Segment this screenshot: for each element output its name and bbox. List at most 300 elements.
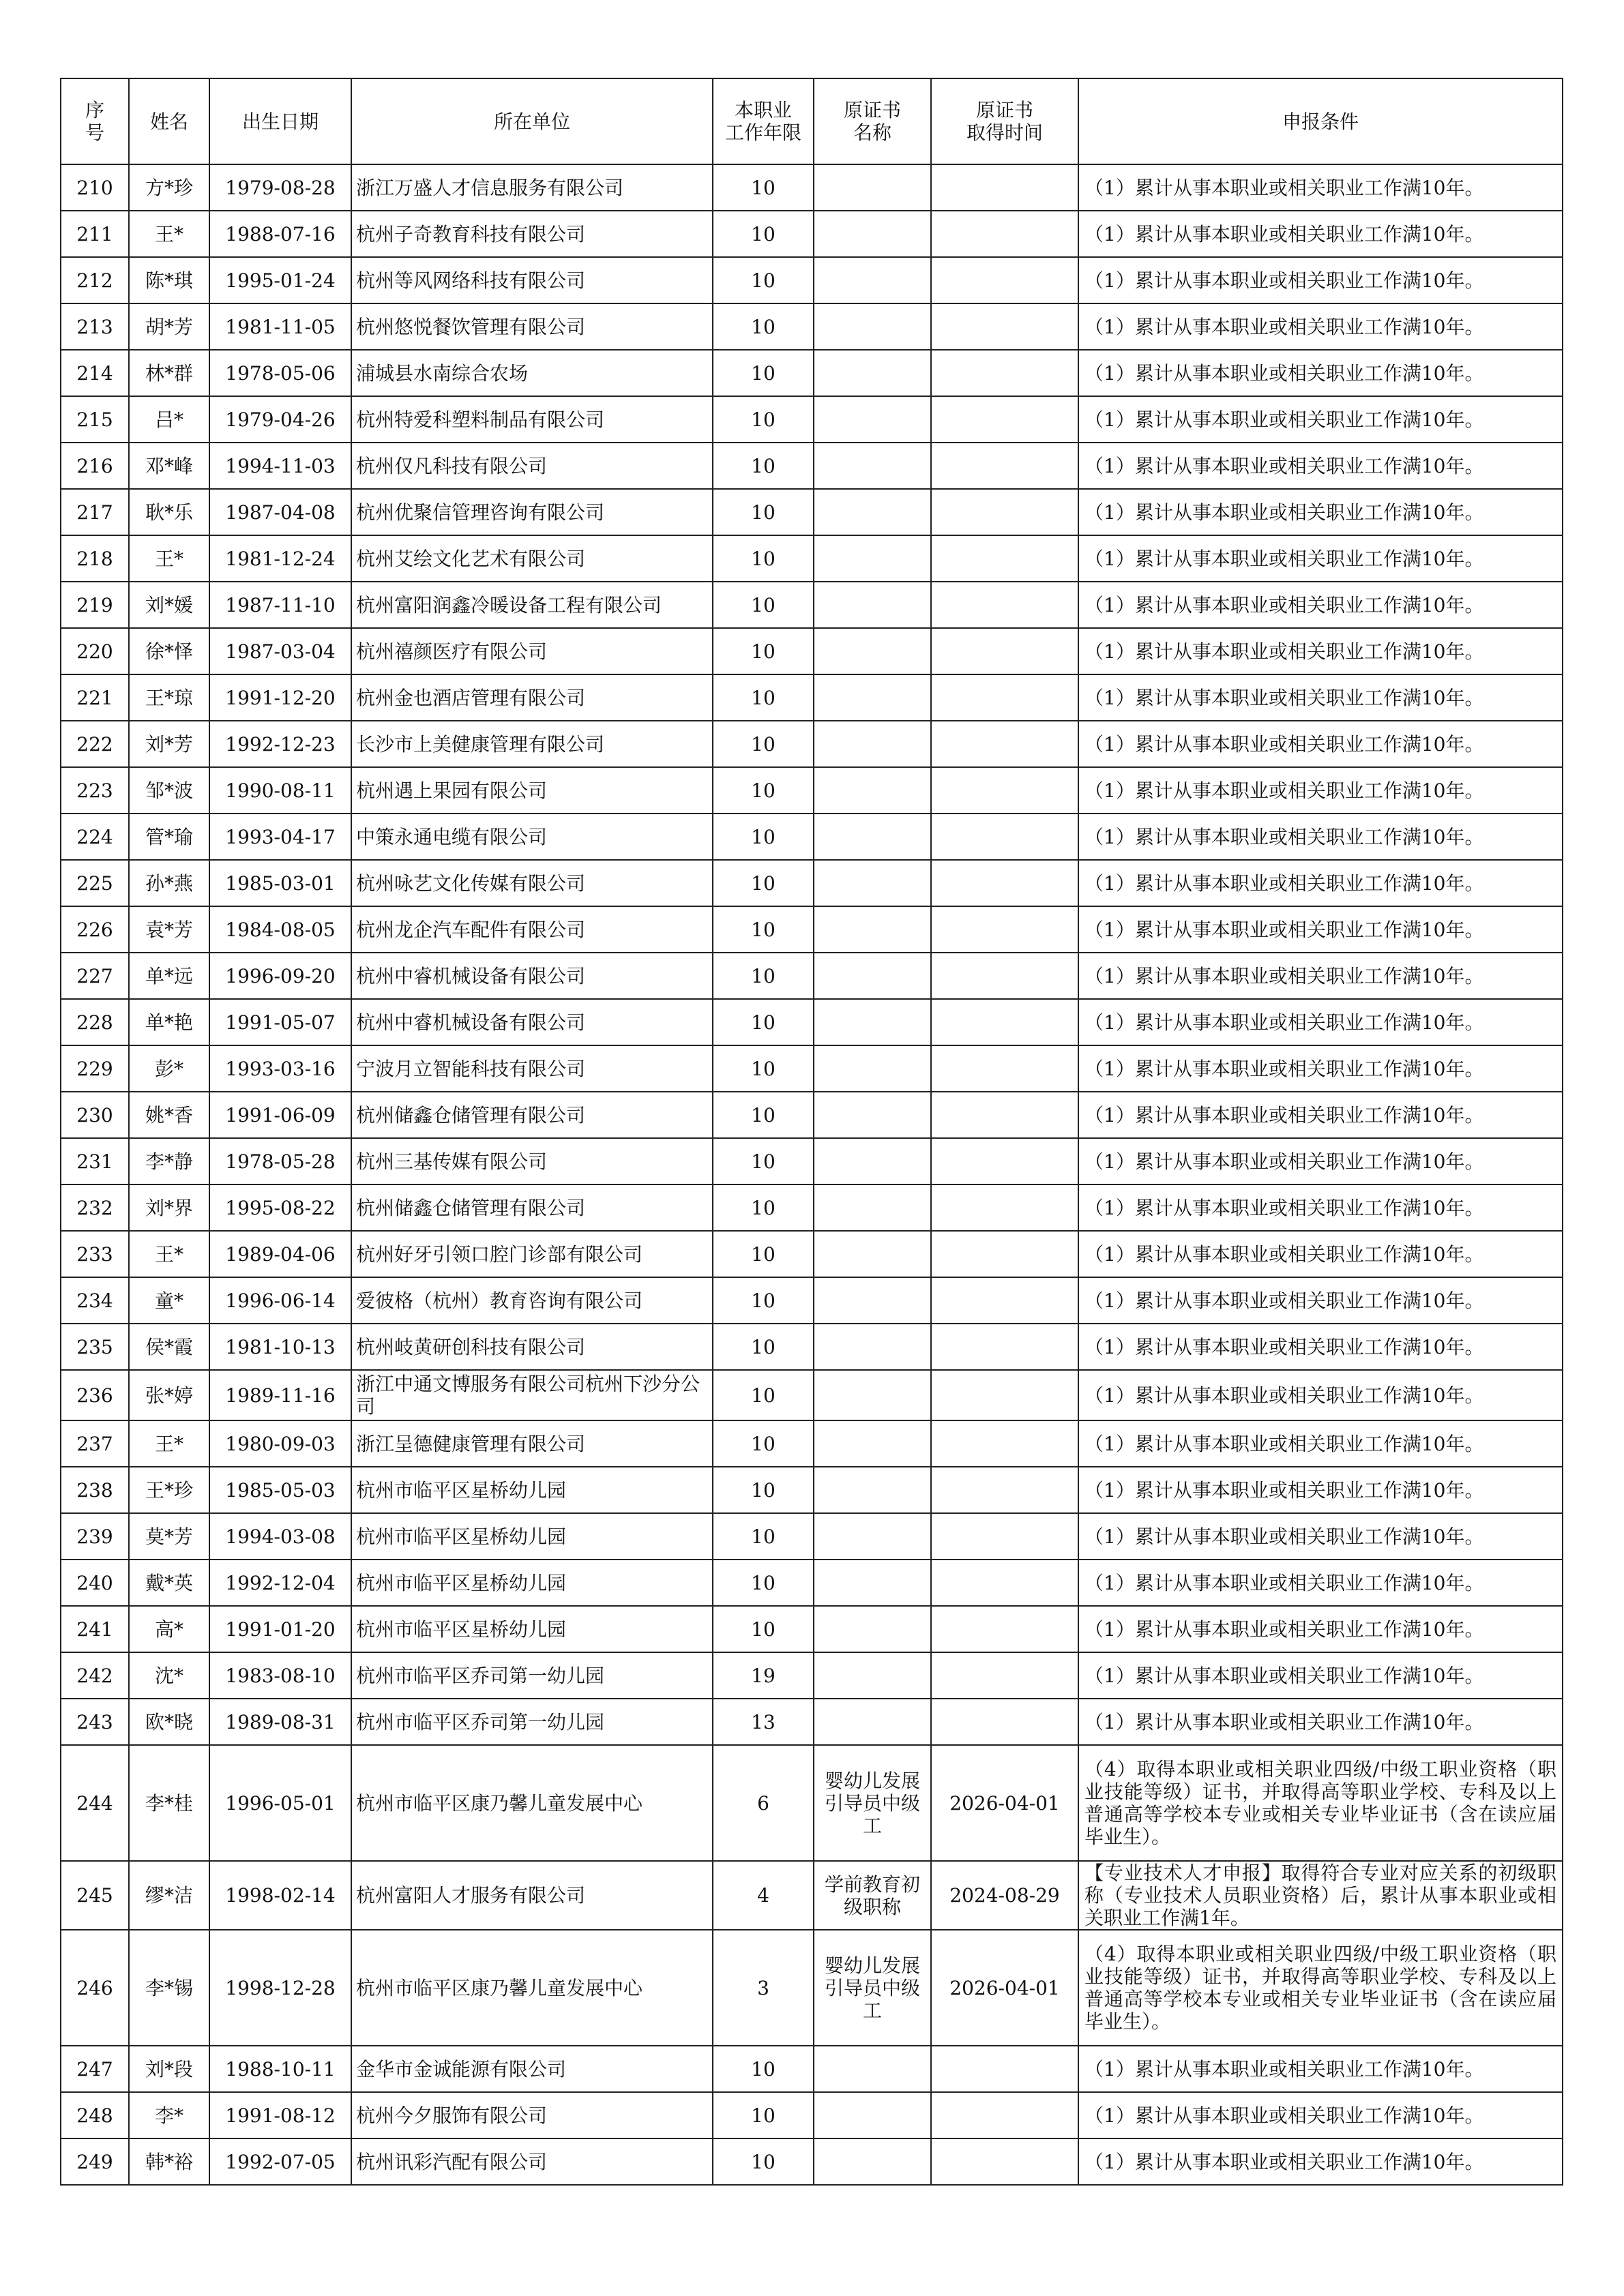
cell-cert-date: [931, 1184, 1078, 1231]
cell-cert-date: [931, 721, 1078, 767]
cell-cert-date: [931, 860, 1078, 906]
cell-cert-date: [931, 443, 1078, 489]
cell-unit: 浦城县水南综合农场: [351, 350, 713, 396]
cell-work-years: 10: [713, 1045, 814, 1092]
cell-name: 王*珍: [129, 1467, 209, 1513]
cell-cert-date: [931, 1138, 1078, 1184]
cell-birth-date: 1995-08-22: [209, 1184, 351, 1231]
cell-birth-date: 1996-06-14: [209, 1277, 351, 1324]
cell-work-years: 10: [713, 1606, 814, 1652]
cell-cert-name: [814, 1231, 931, 1277]
cell-cert-name: 婴幼儿发展引导员中级工: [814, 1930, 931, 2046]
cell-work-years: 10: [713, 1184, 814, 1231]
cell-birth-date: 1987-11-10: [209, 582, 351, 628]
cell-name: 王*: [129, 1420, 209, 1467]
cell-birth-date: 1993-03-16: [209, 1045, 351, 1092]
cell-birth-date: 1987-04-08: [209, 489, 351, 535]
cell-cert-name: [814, 211, 931, 257]
cell-name: 戴*英: [129, 1560, 209, 1606]
cell-name: 刘*媛: [129, 582, 209, 628]
cell-cert-name: [814, 396, 931, 443]
cell-index: 244: [61, 1745, 129, 1861]
cell-name: 陈*琪: [129, 257, 209, 303]
cell-birth-date: 1989-04-06: [209, 1231, 351, 1277]
table-row: [61, 1184, 1563, 1231]
cell-name: 李*静: [129, 1138, 209, 1184]
cell-unit: 金华市金诚能源有限公司: [351, 2046, 713, 2092]
cell-work-years: 10: [713, 1231, 814, 1277]
cell-cert-date: [931, 164, 1078, 211]
table-body: [61, 164, 1563, 2185]
cell-name: 单*远: [129, 953, 209, 999]
cell-birth-date: 1996-09-20: [209, 953, 351, 999]
table-row: [61, 1420, 1563, 1467]
cell-condition: （1）累计从事本职业或相关职业工作满10年。: [1078, 1138, 1563, 1184]
cell-work-years: 10: [713, 1560, 814, 1606]
cell-cert-date: [931, 257, 1078, 303]
cell-unit: 浙江万盛人才信息服务有限公司: [351, 164, 713, 211]
cell-work-years: 10: [713, 1370, 814, 1420]
cell-unit: 杭州中睿机械设备有限公司: [351, 953, 713, 999]
cell-index: 215: [61, 396, 129, 443]
cell-index: 239: [61, 1513, 129, 1560]
cell-index: 224: [61, 814, 129, 860]
cell-birth-date: 1991-06-09: [209, 1092, 351, 1138]
cell-cert-name: [814, 721, 931, 767]
cell-condition: （1）累计从事本职业或相关职业工作满10年。: [1078, 396, 1563, 443]
cell-index: 212: [61, 257, 129, 303]
header-name: 姓名: [129, 78, 209, 164]
cell-index: 234: [61, 1277, 129, 1324]
cell-work-years: 10: [713, 1138, 814, 1184]
cell-condition: （1）累计从事本职业或相关职业工作满10年。: [1078, 1092, 1563, 1138]
cell-unit: 宁波月立智能科技有限公司: [351, 1045, 713, 1092]
cell-name: 胡*芳: [129, 303, 209, 350]
table-row: [61, 1560, 1563, 1606]
cell-unit: 中策永通电缆有限公司: [351, 814, 713, 860]
cell-work-years: 10: [713, 1420, 814, 1467]
cell-cert-date: 2026-04-01: [931, 1930, 1078, 2046]
cell-name: 徐*怿: [129, 628, 209, 674]
cell-cert-name: [814, 1092, 931, 1138]
cell-cert-name: [814, 164, 931, 211]
cell-name: 耿*乐: [129, 489, 209, 535]
cell-name: 李*: [129, 2092, 209, 2138]
cell-condition: （1）累计从事本职业或相关职业工作满10年。: [1078, 1231, 1563, 1277]
cell-work-years: 10: [713, 2138, 814, 2185]
table-row: [61, 1606, 1563, 1652]
cell-index: 216: [61, 443, 129, 489]
table-row: [61, 1467, 1563, 1513]
cell-work-years: 13: [713, 1699, 814, 1745]
cell-unit: 杭州金也酒店管理有限公司: [351, 674, 713, 721]
cell-cert-name: [814, 489, 931, 535]
cell-name: 姚*香: [129, 1092, 209, 1138]
cell-name: 王*琼: [129, 674, 209, 721]
cell-birth-date: 1992-12-23: [209, 721, 351, 767]
cell-cert-name: [814, 953, 931, 999]
cell-cert-date: [931, 303, 1078, 350]
cell-cert-date: [931, 2138, 1078, 2185]
cell-unit: 杭州中睿机械设备有限公司: [351, 999, 713, 1045]
cell-unit: 杭州市临平区乔司第一幼儿园: [351, 1652, 713, 1699]
cell-work-years: 10: [713, 1092, 814, 1138]
cell-cert-name: [814, 1324, 931, 1370]
cell-cert-date: [931, 1324, 1078, 1370]
cell-name: 管*瑜: [129, 814, 209, 860]
table-row: [61, 535, 1563, 582]
cell-cert-name: [814, 1184, 931, 1231]
cell-unit: 杭州咏艺文化传媒有限公司: [351, 860, 713, 906]
cell-cert-name: [814, 1045, 931, 1092]
cell-condition: （1）累计从事本职业或相关职业工作满10年。: [1078, 721, 1563, 767]
table-row: [61, 2138, 1563, 2185]
cell-birth-date: 1991-12-20: [209, 674, 351, 721]
cell-cert-date: [931, 674, 1078, 721]
table-row: [61, 814, 1563, 860]
cell-condition: （1）累计从事本职业或相关职业工作满10年。: [1078, 535, 1563, 582]
cell-cert-name: [814, 1606, 931, 1652]
cell-unit: 杭州遇上果园有限公司: [351, 767, 713, 814]
cell-condition: （1）累计从事本职业或相关职业工作满10年。: [1078, 1324, 1563, 1370]
cell-birth-date: 1996-05-01: [209, 1745, 351, 1861]
table-row: [61, 303, 1563, 350]
cell-name: 缪*洁: [129, 1861, 209, 1930]
cell-work-years: 10: [713, 674, 814, 721]
cell-condition: （1）累计从事本职业或相关职业工作满10年。: [1078, 1184, 1563, 1231]
cell-work-years: 10: [713, 628, 814, 674]
cell-birth-date: 1992-07-05: [209, 2138, 351, 2185]
cell-cert-name: [814, 443, 931, 489]
table-row: [61, 396, 1563, 443]
cell-unit: 杭州今夕服饰有限公司: [351, 2092, 713, 2138]
cell-index: 218: [61, 535, 129, 582]
cell-condition: （1）累计从事本职业或相关职业工作满10年。: [1078, 2138, 1563, 2185]
cell-unit: 杭州子奇教育科技有限公司: [351, 211, 713, 257]
cell-cert-name: [814, 767, 931, 814]
cell-cert-name: [814, 582, 931, 628]
cell-cert-name: [814, 1420, 931, 1467]
cell-birth-date: 1993-04-17: [209, 814, 351, 860]
cell-birth-date: 1991-08-12: [209, 2092, 351, 2138]
cell-name: 方*珍: [129, 164, 209, 211]
cell-unit: 杭州储鑫仓储管理有限公司: [351, 1184, 713, 1231]
cell-name: 袁*芳: [129, 906, 209, 953]
applicant-table: [60, 78, 1563, 2186]
cell-cert-date: 2026-04-01: [931, 1745, 1078, 1861]
table-row: [61, 1652, 1563, 1699]
cell-unit: 杭州市临平区乔司第一幼儿园: [351, 1699, 713, 1745]
cell-cert-date: [931, 1277, 1078, 1324]
cell-name: 孙*燕: [129, 860, 209, 906]
cell-work-years: 10: [713, 257, 814, 303]
cell-condition: （1）累计从事本职业或相关职业工作满10年。: [1078, 1560, 1563, 1606]
cell-cert-name: [814, 2138, 931, 2185]
cell-unit: 杭州艾绘文化艺术有限公司: [351, 535, 713, 582]
cell-birth-date: 1990-08-11: [209, 767, 351, 814]
cell-birth-date: 1994-03-08: [209, 1513, 351, 1560]
cell-cert-date: 2024-08-29: [931, 1861, 1078, 1930]
cell-index: 235: [61, 1324, 129, 1370]
cell-work-years: 4: [713, 1861, 814, 1930]
cell-cert-date: [931, 1606, 1078, 1652]
cell-birth-date: 1989-11-16: [209, 1370, 351, 1420]
table-row: [61, 2046, 1563, 2092]
cell-cert-name: [814, 1138, 931, 1184]
cell-unit: 杭州好牙引领口腔门诊部有限公司: [351, 1231, 713, 1277]
cell-index: 236: [61, 1370, 129, 1420]
cell-condition: （1）累计从事本职业或相关职业工作满10年。: [1078, 1467, 1563, 1513]
cell-index: 222: [61, 721, 129, 767]
cell-condition: （4）取得本职业或相关职业四级/中级工职业资格（职业技能等级）证书，并取得高等职业学校、专科及以上普通高等学校本专业或相关专业毕业证书（含在读应届毕业生）。: [1078, 1930, 1563, 2046]
cell-name: 刘*界: [129, 1184, 209, 1231]
cell-condition: （1）累计从事本职业或相关职业工作满10年。: [1078, 350, 1563, 396]
cell-unit: 杭州富阳人才服务有限公司: [351, 1861, 713, 1930]
table-row: [61, 1930, 1563, 2046]
cell-unit: 杭州特爱科塑料制品有限公司: [351, 396, 713, 443]
cell-index: 241: [61, 1606, 129, 1652]
cell-condition: （1）累计从事本职业或相关职业工作满10年。: [1078, 767, 1563, 814]
header-work-years: 本职业 工作年限: [713, 78, 814, 164]
cell-work-years: 10: [713, 2092, 814, 2138]
cell-index: 245: [61, 1861, 129, 1930]
cell-index: 229: [61, 1045, 129, 1092]
cell-index: 233: [61, 1231, 129, 1277]
cell-cert-name: [814, 2046, 931, 2092]
cell-index: 211: [61, 211, 129, 257]
cell-cert-name: [814, 860, 931, 906]
cell-name: 李*锡: [129, 1930, 209, 2046]
header-cert-date: 原证书 取得时间: [931, 78, 1078, 164]
cell-cert-date: [931, 489, 1078, 535]
cell-birth-date: 1995-01-24: [209, 257, 351, 303]
cell-index: 210: [61, 164, 129, 211]
table-row: [61, 1138, 1563, 1184]
cell-birth-date: 1985-05-03: [209, 1467, 351, 1513]
cell-work-years: 10: [713, 953, 814, 999]
cell-cert-name: [814, 628, 931, 674]
table-row: [61, 1231, 1563, 1277]
cell-unit: 杭州讯彩汽配有限公司: [351, 2138, 713, 2185]
cell-cert-date: [931, 1370, 1078, 1420]
cell-index: 232: [61, 1184, 129, 1231]
cell-name: 张*婷: [129, 1370, 209, 1420]
cell-unit: 杭州优聚信管理咨询有限公司: [351, 489, 713, 535]
cell-cert-date: [931, 1652, 1078, 1699]
cell-cert-date: [931, 1092, 1078, 1138]
cell-index: 246: [61, 1930, 129, 2046]
cell-condition: （1）累计从事本职业或相关职业工作满10年。: [1078, 164, 1563, 211]
cell-index: 242: [61, 1652, 129, 1699]
cell-cert-name: 婴幼儿发展引导员中级工: [814, 1745, 931, 1861]
cell-cert-date: [931, 906, 1078, 953]
cell-cert-name: [814, 1467, 931, 1513]
table-row: [61, 2092, 1563, 2138]
cell-birth-date: 1979-04-26: [209, 396, 351, 443]
cell-name: 王*: [129, 211, 209, 257]
cell-unit: 杭州富阳润鑫冷暖设备工程有限公司: [351, 582, 713, 628]
cell-name: 刘*段: [129, 2046, 209, 2092]
cell-unit: 杭州岐黄研创科技有限公司: [351, 1324, 713, 1370]
cell-cert-date: [931, 953, 1078, 999]
table-row: [61, 860, 1563, 906]
cell-condition: （1）累计从事本职业或相关职业工作满10年。: [1078, 628, 1563, 674]
cell-work-years: 10: [713, 767, 814, 814]
cell-index: 214: [61, 350, 129, 396]
cell-condition: （1）累计从事本职业或相关职业工作满10年。: [1078, 674, 1563, 721]
cell-cert-date: [931, 1231, 1078, 1277]
cell-condition: （1）累计从事本职业或相关职业工作满10年。: [1078, 906, 1563, 953]
cell-unit: 爱彼格（杭州）教育咨询有限公司: [351, 1277, 713, 1324]
cell-cert-date: [931, 396, 1078, 443]
cell-condition: （1）累计从事本职业或相关职业工作满10年。: [1078, 1045, 1563, 1092]
header-condition: 申报条件: [1078, 78, 1563, 164]
cell-work-years: 10: [713, 350, 814, 396]
cell-index: 240: [61, 1560, 129, 1606]
cell-birth-date: 1978-05-06: [209, 350, 351, 396]
cell-name: 沈*: [129, 1652, 209, 1699]
cell-unit: 杭州储鑫仓储管理有限公司: [351, 1092, 713, 1138]
cell-cert-date: [931, 1560, 1078, 1606]
cell-name: 莫*芳: [129, 1513, 209, 1560]
cell-birth-date: 1979-08-28: [209, 164, 351, 211]
cell-name: 单*艳: [129, 999, 209, 1045]
cell-name: 刘*芳: [129, 721, 209, 767]
cell-work-years: 10: [713, 1277, 814, 1324]
cell-index: 219: [61, 582, 129, 628]
table-row: [61, 1861, 1563, 1930]
cell-birth-date: 1983-08-10: [209, 1652, 351, 1699]
cell-cert-date: [931, 1699, 1078, 1745]
cell-work-years: 10: [713, 1324, 814, 1370]
cell-birth-date: 1984-08-05: [209, 906, 351, 953]
cell-index: 226: [61, 906, 129, 953]
cell-name: 林*群: [129, 350, 209, 396]
table-row: [61, 582, 1563, 628]
cell-birth-date: 1988-10-11: [209, 2046, 351, 2092]
cell-condition: （1）累计从事本职业或相关职业工作满10年。: [1078, 814, 1563, 860]
cell-birth-date: 1991-05-07: [209, 999, 351, 1045]
cell-condition: （1）累计从事本职业或相关职业工作满10年。: [1078, 443, 1563, 489]
header-index: 序 号: [61, 78, 129, 164]
cell-unit: 杭州仅凡科技有限公司: [351, 443, 713, 489]
table-row: [61, 953, 1563, 999]
cell-condition: （1）累计从事本职业或相关职业工作满10年。: [1078, 1699, 1563, 1745]
cell-unit: 浙江中通文博服务有限公司杭州下沙分公司: [351, 1370, 713, 1420]
cell-cert-date: [931, 211, 1078, 257]
cell-birth-date: 1985-03-01: [209, 860, 351, 906]
cell-index: 217: [61, 489, 129, 535]
cell-cert-name: [814, 814, 931, 860]
cell-unit: 杭州市临平区星桥幼儿园: [351, 1467, 713, 1513]
table-row: [61, 767, 1563, 814]
cell-index: 220: [61, 628, 129, 674]
cell-condition: （1）累计从事本职业或相关职业工作满10年。: [1078, 582, 1563, 628]
cell-work-years: 10: [713, 582, 814, 628]
table-row: [61, 164, 1563, 211]
table-row: [61, 906, 1563, 953]
cell-name: 侯*霞: [129, 1324, 209, 1370]
cell-unit: 杭州市临平区星桥幼儿园: [351, 1560, 713, 1606]
cell-condition: （1）累计从事本职业或相关职业工作满10年。: [1078, 489, 1563, 535]
cell-birth-date: 1998-12-28: [209, 1930, 351, 2046]
cell-cert-name: [814, 1652, 931, 1699]
header-cert-name: 原证书 名称: [814, 78, 931, 164]
cell-cert-date: [931, 582, 1078, 628]
cell-birth-date: 1981-12-24: [209, 535, 351, 582]
cell-birth-date: 1992-12-04: [209, 1560, 351, 1606]
cell-condition: （1）累计从事本职业或相关职业工作满10年。: [1078, 1513, 1563, 1560]
cell-cert-name: [814, 1699, 931, 1745]
cell-cert-date: [931, 1420, 1078, 1467]
cell-name: 韩*裕: [129, 2138, 209, 2185]
cell-index: 248: [61, 2092, 129, 2138]
table-row: [61, 999, 1563, 1045]
cell-work-years: 10: [713, 164, 814, 211]
cell-name: 彭*: [129, 1045, 209, 1092]
cell-cert-date: [931, 1513, 1078, 1560]
cell-cert-name: [814, 350, 931, 396]
cell-index: 228: [61, 999, 129, 1045]
cell-work-years: 10: [713, 860, 814, 906]
cell-name: 王*: [129, 1231, 209, 1277]
cell-cert-date: [931, 628, 1078, 674]
cell-unit: 杭州市临平区康乃馨儿童发展中心: [351, 1745, 713, 1861]
table-row: [61, 1045, 1563, 1092]
cell-condition: （1）累计从事本职业或相关职业工作满10年。: [1078, 2046, 1563, 2092]
cell-birth-date: 1978-05-28: [209, 1138, 351, 1184]
cell-work-years: 10: [713, 721, 814, 767]
cell-index: 237: [61, 1420, 129, 1467]
cell-birth-date: 1989-08-31: [209, 1699, 351, 1745]
cell-unit: 长沙市上美健康管理有限公司: [351, 721, 713, 767]
cell-cert-date: [931, 2092, 1078, 2138]
cell-cert-name: [814, 1277, 931, 1324]
cell-name: 欧*晓: [129, 1699, 209, 1745]
header-birth-date: 出生日期: [209, 78, 351, 164]
cell-index: 221: [61, 674, 129, 721]
cell-condition: （1）累计从事本职业或相关职业工作满10年。: [1078, 1420, 1563, 1467]
table-row: [61, 443, 1563, 489]
table-row: [61, 489, 1563, 535]
cell-work-years: 19: [713, 1652, 814, 1699]
cell-work-years: 10: [713, 814, 814, 860]
cell-unit: 杭州禧颜医疗有限公司: [351, 628, 713, 674]
table-row: [61, 628, 1563, 674]
cell-name: 高*: [129, 1606, 209, 1652]
table-row: [61, 1745, 1563, 1861]
table-row: [61, 350, 1563, 396]
cell-name: 邹*波: [129, 767, 209, 814]
cell-cert-date: [931, 767, 1078, 814]
cell-cert-date: [931, 535, 1078, 582]
cell-cert-name: [814, 303, 931, 350]
cell-unit: 杭州等风网络科技有限公司: [351, 257, 713, 303]
table-row: [61, 257, 1563, 303]
cell-birth-date: 1987-03-04: [209, 628, 351, 674]
cell-birth-date: 1980-09-03: [209, 1420, 351, 1467]
cell-condition: （1）累计从事本职业或相关职业工作满10年。: [1078, 1652, 1563, 1699]
cell-birth-date: 1981-11-05: [209, 303, 351, 350]
cell-condition: （1）累计从事本职业或相关职业工作满10年。: [1078, 1277, 1563, 1324]
cell-cert-name: [814, 2092, 931, 2138]
cell-cert-date: [931, 999, 1078, 1045]
cell-cert-date: [931, 350, 1078, 396]
cell-condition: （1）累计从事本职业或相关职业工作满10年。: [1078, 1606, 1563, 1652]
cell-index: 213: [61, 303, 129, 350]
cell-index: 249: [61, 2138, 129, 2185]
cell-condition: （1）累计从事本职业或相关职业工作满10年。: [1078, 303, 1563, 350]
